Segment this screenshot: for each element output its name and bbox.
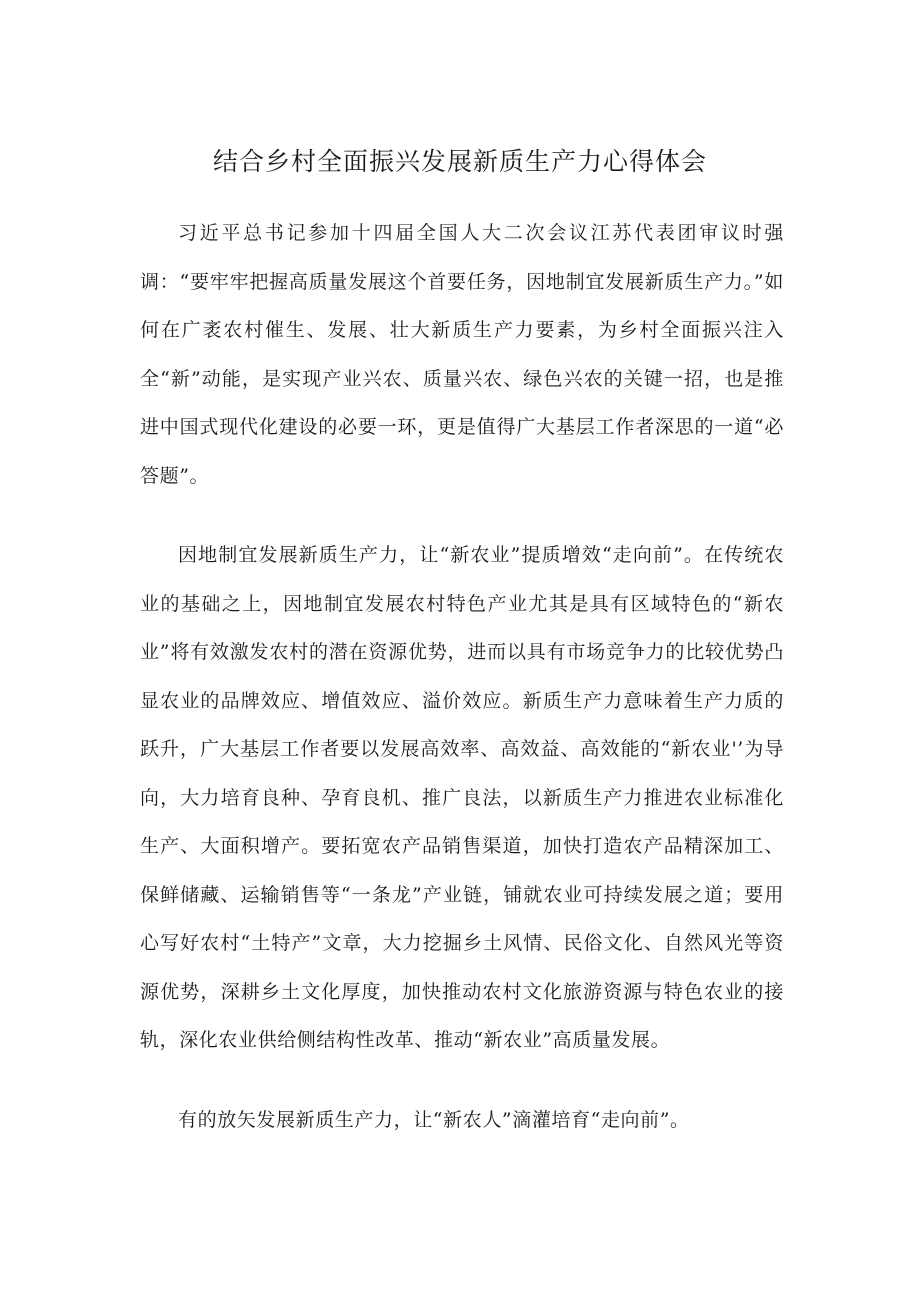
paragraph-spacer — [140, 500, 784, 531]
paragraph-new-farmers: 有的放矢发展新质生产力，让“新农人”滴灌培育“走向前”。 — [178, 1108, 690, 1131]
document-body — [140, 209, 784, 1144]
paragraph-intro: 习近平总书记参加十四届全国人大二次会议江苏代表团审议时强调：“要牢牢把握高质量发展这个首要任务，因地制宜发展新质生产力。”如何在广袤农村催生、发展、壮大新质生产力要素，为乡村全面振兴注入全“新”动能，是实现产业兴农、质量兴农、绿色兴农的关键一招，也是推进中国式现代化建设的必要一环，更是值得广大基层工作者深思的一道“必答题”。 — [140, 222, 784, 487]
paragraph-spacer — [140, 1065, 784, 1096]
document-title: 结合乡村全面振兴发展新质生产力心得体会 — [212, 147, 707, 176]
paragraph-new-agriculture: 因地制宜发展新质生产力，让“新农业”提质增效“走向前”。在传统农业的基础之上，因地制宜发展农村特色产业尤其是具有区域特色的“新农业”将有效激发农村的潜在资源优势，进而以具有市场竞争力的比较优势凸显农业的品牌效应、增值效应、溢价效应。新质生产力意味着生产力质的跃升，广大基层工作者要以发展高效率、高效益、高效能的“新农业'’为导向，大力培育良种、孕育良机、推广良法，以新质生产力推进农业标准化生产、大面积增产。要拓宽农产品销售渠道，加快打造农产品精深加工、保鲜储藏、运输销售等“一条龙”产业链，铺就农业可持续发展之道；要用心写好农村“土特产”文章，大力挖掘乡土风情、民俗文化、自然风光等资源优势，深耕乡土文化厚度，加快推动农村文化旅游资源与特色农业的接轨，深化农业供给侧结构性改革、推动“新农业”高质量发展。 — [140, 544, 784, 1051]
